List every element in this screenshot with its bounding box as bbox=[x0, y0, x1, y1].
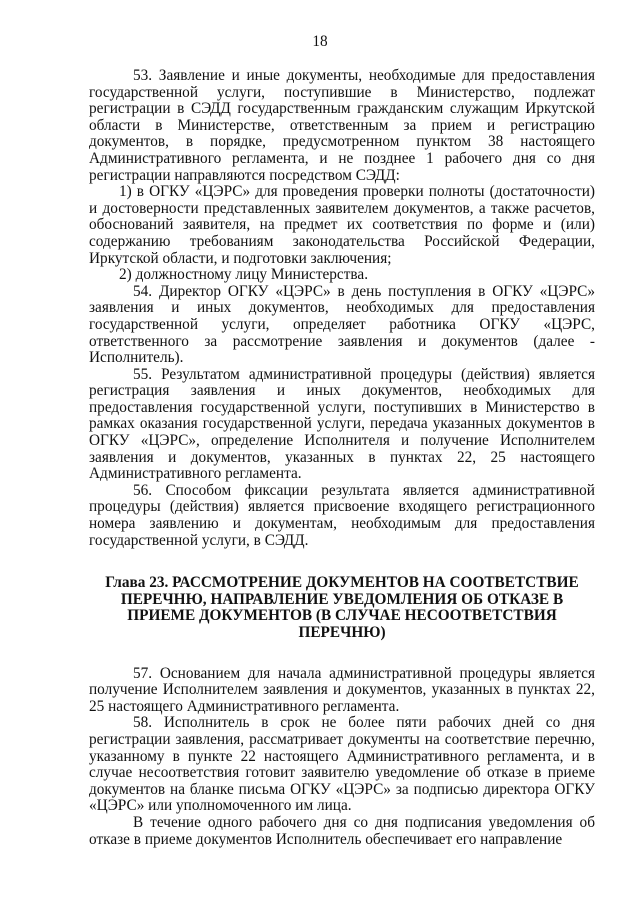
paragraph-53: 53. Заявление и иные документы, необходимые для предоставления государственной услуги, поступившие в Министерство, подлежат регистрации в СЭДД государственным гражданским служащим Иркутской области в Министерстве, ответственным за прием и регистрацию документов, в порядке, предусмотренном пунктом 38 настоящего Административного регламента, и не позднее 1 рабочего дня со дня регистрации направляются посредством СЭДД: bbox=[89, 67, 595, 184]
paragraph-56: 56. Способом фиксации результата является административной процедуры (действия) является присвоение входящего регистрационного номера заявлению и документам, необходимым для предоставления государственной услуги, в СЭДД. bbox=[89, 481, 595, 549]
page-number: 18 bbox=[312, 33, 328, 50]
paragraph-58: 58. Исполнитель в срок не более пяти рабочих дней со дня регистрации заявления, рассматривает документы на соответствие перечню, указанному в пункте 22 настоящего Административного регламента, и в случае несоответствия готовит заявителю уведомление об отказе в приеме документов на бланке письма ОГКУ «ЦЭРС» за подписью директора ОГКУ «ЦЭРС» или уполномоченного им лица. bbox=[89, 714, 595, 815]
section-before-heading bbox=[89, 68, 595, 549]
section-after-heading bbox=[89, 666, 595, 849]
paragraph-54: 54. Директор ОГКУ «ЦЭРС» в день поступления в ОГКУ «ЦЭРС» заявления и иных документов, необходимых для предоставления государственной услуги, определяет работника ОГКУ «ЦЭРС, ответственного за рассмотрение заявления и документов (далее - Исполнитель). bbox=[89, 282, 595, 367]
chapter-heading: Глава 23. РАССМОТРЕНИЕ ДОКУМЕНТОВ НА СООТВЕТСТВИЕ ПЕРЕЧНЮ, НАПРАВЛЕНИЕ УВЕДОМЛЕНИЯ ОБ ОТКАЗЕ В ПРИЕМЕ ДОКУМЕНТОВ (В СЛУЧАЕ НЕСООТВЕТСТВИЯ ПЕРЕЧНЮ) bbox=[105, 574, 579, 641]
document-body bbox=[89, 68, 595, 848]
paragraph-57: 57. Основанием для начала административной процедуры является получение Исполнителем заявления и документов, указанных в пунктах 22, 25 настоящего Административного регламента. bbox=[89, 664, 595, 715]
paragraph-53-item-2: 2) должностному лицу Министерства. bbox=[119, 266, 369, 284]
paragraph-53-item-1: 1) в ОГКУ «ЦЭРС» для проведения проверки полноты (достаточности) и достоверности представленных заявителем документов, а также расчетов, обоснований заявителя, на предмет их соответствия по форме и (или) содержанию требованиям законодательства Российской Федерации, Иркутской области, и подготовки заключения; bbox=[89, 183, 595, 267]
paragraph-58-continued: В течение одного рабочего дня со дня подписания уведомления об отказе в приеме документов Исполнитель обеспечивает его направление bbox=[89, 813, 595, 848]
paragraph-55: 55. Результатом административной процедуры (действия) является регистрация заявления и иных документов, необходимых для предоставления государственной услуги, поступивших в Министерство в рамках оказания государственной услуги, передача указанных документов в ОГКУ «ЦЭРС», определение Исполнителя и получение Исполнителем заявления и документов, указанных в пунктах 22, 25 настоящего Административного регламента. bbox=[89, 365, 595, 483]
